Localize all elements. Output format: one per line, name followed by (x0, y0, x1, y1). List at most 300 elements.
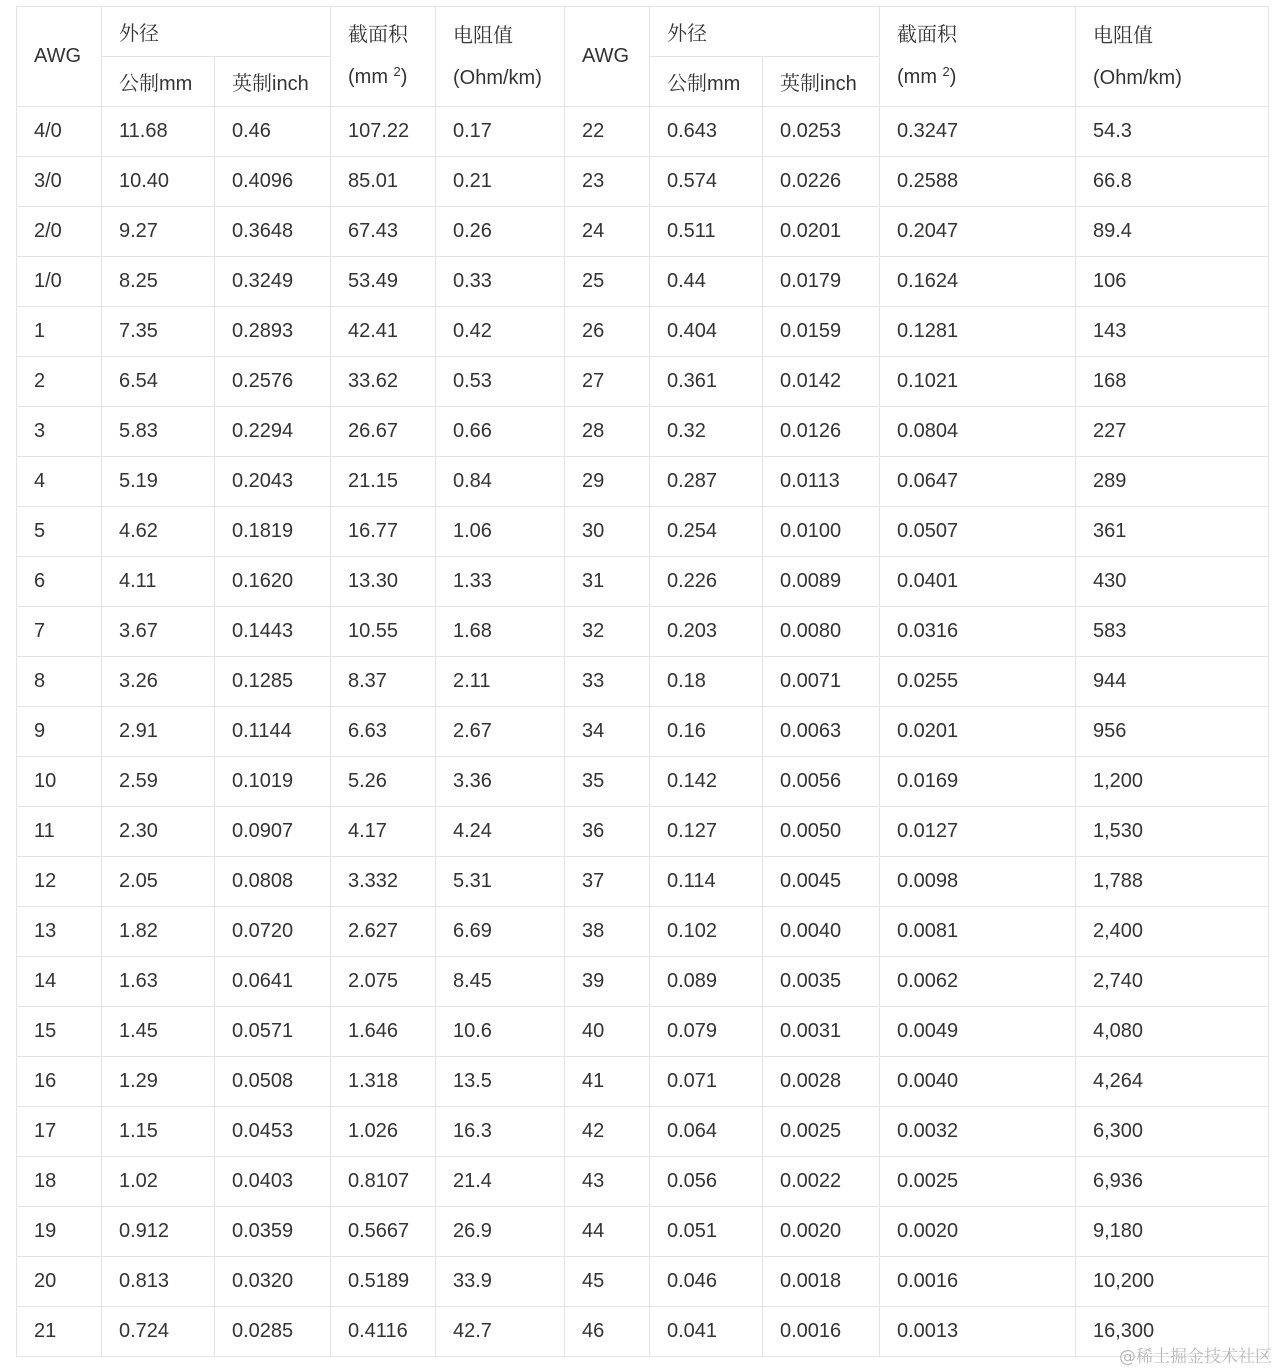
cell-right-imperial-inch: 0.0113 (763, 457, 880, 507)
cell-right-imperial-inch: 0.0016 (763, 1307, 880, 1357)
header-metric-left: 公制mm (102, 57, 215, 107)
cell-right-metric-mm: 0.404 (650, 307, 763, 357)
cell-left-metric-mm: 0.813 (102, 1257, 215, 1307)
table-row (17, 1257, 1269, 1307)
resistance-label: 电阻值 (453, 24, 513, 47)
cell-left-awg: 4/0 (17, 107, 102, 157)
cell-left-cross-section: 85.01 (331, 157, 436, 207)
cell-left-awg: 2/0 (17, 207, 102, 257)
cell-left-imperial-inch: 0.2893 (215, 307, 331, 357)
cell-right-resistance: 4,080 (1076, 1007, 1269, 1057)
cell-left-cross-section: 107.22 (331, 107, 436, 157)
cell-left-resistance: 26.9 (436, 1207, 565, 1257)
cell-right-resistance: 361 (1076, 507, 1269, 557)
cell-right-resistance: 106 (1076, 257, 1269, 307)
cell-left-resistance: 2.11 (436, 657, 565, 707)
cell-left-awg: 16 (17, 1057, 102, 1107)
cell-left-metric-mm: 0.724 (102, 1307, 215, 1357)
cell-right-metric-mm: 0.089 (650, 957, 763, 1007)
cell-left-resistance: 5.31 (436, 857, 565, 907)
cell-left-cross-section: 21.15 (331, 457, 436, 507)
cell-left-imperial-inch: 0.0403 (215, 1157, 331, 1207)
cell-left-resistance: 0.17 (436, 107, 565, 157)
watermark: @稀土掘金技术社区 (1119, 1347, 1272, 1367)
cell-right-awg: 35 (565, 757, 650, 807)
table-row (17, 1107, 1269, 1157)
table-body (17, 107, 1269, 1357)
cell-left-imperial-inch: 0.0508 (215, 1057, 331, 1107)
header-cross-section-right (880, 7, 1076, 107)
cell-left-awg: 13 (17, 907, 102, 957)
cell-left-resistance: 8.45 (436, 957, 565, 1007)
cell-left-imperial-inch: 0.0571 (215, 1007, 331, 1057)
cell-left-imperial-inch: 0.1144 (215, 707, 331, 757)
cell-left-resistance: 3.36 (436, 757, 565, 807)
cell-left-resistance: 16.3 (436, 1107, 565, 1157)
cell-left-imperial-inch: 0.2294 (215, 407, 331, 457)
cell-right-resistance: 54.3 (1076, 107, 1269, 157)
cell-left-metric-mm: 1.15 (102, 1107, 215, 1157)
table-row (17, 607, 1269, 657)
cell-right-awg: 37 (565, 857, 650, 907)
cell-left-cross-section: 53.49 (331, 257, 436, 307)
cell-left-cross-section: 4.17 (331, 807, 436, 857)
cell-right-imperial-inch: 0.0100 (763, 507, 880, 557)
cell-left-cross-section: 6.63 (331, 707, 436, 757)
cell-right-metric-mm: 0.127 (650, 807, 763, 857)
cell-left-metric-mm: 3.26 (102, 657, 215, 707)
cell-right-imperial-inch: 0.0020 (763, 1207, 880, 1257)
cell-right-metric-mm: 0.114 (650, 857, 763, 907)
cell-left-metric-mm: 1.45 (102, 1007, 215, 1057)
header-outer-diameter-left: 外径 (102, 7, 331, 57)
cell-right-resistance: 66.8 (1076, 157, 1269, 207)
cell-left-metric-mm: 3.67 (102, 607, 215, 657)
cell-left-resistance: 21.4 (436, 1157, 565, 1207)
header-resistance-left (436, 7, 565, 107)
cell-left-metric-mm: 9.27 (102, 207, 215, 257)
cell-left-metric-mm: 2.05 (102, 857, 215, 907)
cell-right-cross-section: 0.0316 (880, 607, 1076, 657)
cell-left-metric-mm: 10.40 (102, 157, 215, 207)
cell-left-resistance: 0.53 (436, 357, 565, 407)
cell-left-awg: 2 (17, 357, 102, 407)
cell-right-cross-section: 0.0201 (880, 707, 1076, 757)
cell-right-cross-section: 0.2047 (880, 207, 1076, 257)
cell-left-imperial-inch: 0.0808 (215, 857, 331, 907)
cell-left-metric-mm: 8.25 (102, 257, 215, 307)
cross-section-label: 截面积 (348, 23, 408, 46)
cell-right-imperial-inch: 0.0040 (763, 907, 880, 957)
cell-right-metric-mm: 0.226 (650, 557, 763, 607)
table-row (17, 1157, 1269, 1207)
awg-table-container (16, 6, 1269, 1357)
cell-left-resistance: 1.33 (436, 557, 565, 607)
header-imperial-right: 英制inch (763, 57, 880, 107)
cell-right-awg: 31 (565, 557, 650, 607)
cell-left-imperial-inch: 0.4096 (215, 157, 331, 207)
cell-left-metric-mm: 11.68 (102, 107, 215, 157)
cell-right-resistance: 1,200 (1076, 757, 1269, 807)
cell-right-awg: 33 (565, 657, 650, 707)
cell-left-imperial-inch: 0.0359 (215, 1207, 331, 1257)
cell-right-resistance: 6,936 (1076, 1157, 1269, 1207)
cell-right-cross-section: 0.0032 (880, 1107, 1076, 1157)
cell-left-awg: 7 (17, 607, 102, 657)
cell-left-resistance: 0.33 (436, 257, 565, 307)
cell-right-resistance: 168 (1076, 357, 1269, 407)
cell-left-cross-section: 0.4116 (331, 1307, 436, 1357)
cell-right-metric-mm: 0.041 (650, 1307, 763, 1357)
cell-right-imperial-inch: 0.0025 (763, 1107, 880, 1157)
cell-left-cross-section: 10.55 (331, 607, 436, 657)
cell-left-resistance: 10.6 (436, 1007, 565, 1057)
cell-right-cross-section: 0.0127 (880, 807, 1076, 857)
cell-right-imperial-inch: 0.0022 (763, 1157, 880, 1207)
cell-right-resistance: 583 (1076, 607, 1269, 657)
table-row (17, 1057, 1269, 1107)
cell-right-metric-mm: 0.361 (650, 357, 763, 407)
table-row (17, 357, 1269, 407)
cell-right-metric-mm: 0.203 (650, 607, 763, 657)
cell-right-imperial-inch: 0.0089 (763, 557, 880, 607)
cell-right-resistance: 89.4 (1076, 207, 1269, 257)
cell-left-awg: 1/0 (17, 257, 102, 307)
cell-right-cross-section: 0.0062 (880, 957, 1076, 1007)
cell-left-cross-section: 1.646 (331, 1007, 436, 1057)
cell-left-cross-section: 1.318 (331, 1057, 436, 1107)
cell-left-awg: 5 (17, 507, 102, 557)
cell-left-metric-mm: 0.912 (102, 1207, 215, 1257)
cell-right-cross-section: 0.3247 (880, 107, 1076, 157)
resistance-unit: (Ohm/km) (453, 66, 542, 89)
cell-left-imperial-inch: 0.0453 (215, 1107, 331, 1157)
table-row (17, 957, 1269, 1007)
cell-right-metric-mm: 0.071 (650, 1057, 763, 1107)
cell-right-metric-mm: 0.056 (650, 1157, 763, 1207)
cell-right-cross-section: 0.0647 (880, 457, 1076, 507)
cell-right-metric-mm: 0.44 (650, 257, 763, 307)
cell-right-cross-section: 0.1021 (880, 357, 1076, 407)
cell-right-cross-section: 0.2588 (880, 157, 1076, 207)
cell-right-resistance: 430 (1076, 557, 1269, 607)
cell-left-imperial-inch: 0.3648 (215, 207, 331, 257)
cell-right-cross-section: 0.0020 (880, 1207, 1076, 1257)
cell-right-metric-mm: 0.574 (650, 157, 763, 207)
cell-left-imperial-inch: 0.1285 (215, 657, 331, 707)
cell-left-cross-section: 5.26 (331, 757, 436, 807)
cell-left-imperial-inch: 0.0720 (215, 907, 331, 957)
cell-right-awg: 25 (565, 257, 650, 307)
cell-right-cross-section: 0.0507 (880, 507, 1076, 557)
cell-right-awg: 30 (565, 507, 650, 557)
cell-left-metric-mm: 1.29 (102, 1057, 215, 1107)
cell-left-cross-section: 2.075 (331, 957, 436, 1007)
cell-right-resistance: 6,300 (1076, 1107, 1269, 1157)
cell-left-awg: 21 (17, 1307, 102, 1357)
cell-right-cross-section: 0.0040 (880, 1057, 1076, 1107)
cell-right-cross-section: 0.1281 (880, 307, 1076, 357)
header-resistance-right (1076, 7, 1269, 107)
cell-right-awg: 27 (565, 357, 650, 407)
cell-right-resistance: 944 (1076, 657, 1269, 707)
cell-right-imperial-inch: 0.0226 (763, 157, 880, 207)
cell-right-awg: 42 (565, 1107, 650, 1157)
cell-left-imperial-inch: 0.1443 (215, 607, 331, 657)
table-row (17, 157, 1269, 207)
table-row (17, 857, 1269, 907)
cell-left-imperial-inch: 0.1819 (215, 507, 331, 557)
cell-right-cross-section: 0.0081 (880, 907, 1076, 957)
cell-right-imperial-inch: 0.0056 (763, 757, 880, 807)
cross-section-unit: (mm $^2$) (897, 63, 957, 88)
cell-left-resistance: 0.66 (436, 407, 565, 457)
table-row (17, 657, 1269, 707)
cell-right-awg: 29 (565, 457, 650, 507)
cell-left-imperial-inch: 0.1019 (215, 757, 331, 807)
awg-wire-table (16, 6, 1269, 1357)
cell-right-resistance: 1,530 (1076, 807, 1269, 857)
cell-left-metric-mm: 7.35 (102, 307, 215, 357)
cell-left-awg: 3 (17, 407, 102, 457)
cell-right-awg: 24 (565, 207, 650, 257)
table-row (17, 107, 1269, 157)
cell-right-imperial-inch: 0.0201 (763, 207, 880, 257)
cell-right-imperial-inch: 0.0050 (763, 807, 880, 857)
cell-left-resistance: 13.5 (436, 1057, 565, 1107)
cell-right-awg: 26 (565, 307, 650, 357)
cell-left-metric-mm: 2.59 (102, 757, 215, 807)
cell-left-cross-section: 67.43 (331, 207, 436, 257)
cell-left-awg: 11 (17, 807, 102, 857)
cell-right-awg: 40 (565, 1007, 650, 1057)
cell-left-cross-section: 2.627 (331, 907, 436, 957)
cell-left-cross-section: 33.62 (331, 357, 436, 407)
cell-left-imperial-inch: 0.2043 (215, 457, 331, 507)
cell-right-imperial-inch: 0.0159 (763, 307, 880, 357)
cell-right-metric-mm: 0.051 (650, 1207, 763, 1257)
cell-right-imperial-inch: 0.0080 (763, 607, 880, 657)
cell-right-awg: 23 (565, 157, 650, 207)
cell-left-resistance: 4.24 (436, 807, 565, 857)
header-cross-section-left (331, 7, 436, 107)
cell-right-cross-section: 0.0169 (880, 757, 1076, 807)
cell-right-resistance: 9,180 (1076, 1207, 1269, 1257)
cell-right-metric-mm: 0.32 (650, 407, 763, 457)
cell-left-awg: 6 (17, 557, 102, 607)
cell-left-metric-mm: 5.83 (102, 407, 215, 457)
header-imperial-left: 英制inch (215, 57, 331, 107)
table-row (17, 1307, 1269, 1357)
cell-left-resistance: 1.06 (436, 507, 565, 557)
cell-right-metric-mm: 0.511 (650, 207, 763, 257)
table-row (17, 1207, 1269, 1257)
cell-left-imperial-inch: 0.0641 (215, 957, 331, 1007)
cell-left-awg: 9 (17, 707, 102, 757)
table-row (17, 307, 1269, 357)
cell-right-awg: 32 (565, 607, 650, 657)
table-row (17, 907, 1269, 957)
cell-left-cross-section: 0.8107 (331, 1157, 436, 1207)
cell-right-resistance: 16,300 (1076, 1307, 1269, 1357)
cell-right-awg: 39 (565, 957, 650, 1007)
table-row (17, 707, 1269, 757)
cell-right-awg: 43 (565, 1157, 650, 1207)
cell-left-imperial-inch: 0.0907 (215, 807, 331, 857)
cell-right-cross-section: 0.0025 (880, 1157, 1076, 1207)
cell-left-awg: 4 (17, 457, 102, 507)
table-row (17, 257, 1269, 307)
cell-right-resistance: 289 (1076, 457, 1269, 507)
table-row (17, 507, 1269, 557)
cell-right-cross-section: 0.0016 (880, 1257, 1076, 1307)
cell-left-imperial-inch: 0.46 (215, 107, 331, 157)
cell-left-resistance: 6.69 (436, 907, 565, 957)
cell-left-imperial-inch: 0.0320 (215, 1257, 331, 1307)
cell-left-metric-mm: 4.11 (102, 557, 215, 607)
cell-right-metric-mm: 0.102 (650, 907, 763, 957)
table-row (17, 457, 1269, 507)
cell-left-metric-mm: 2.30 (102, 807, 215, 857)
cell-right-imperial-inch: 0.0179 (763, 257, 880, 307)
cell-left-resistance: 0.21 (436, 157, 565, 207)
cell-left-awg: 20 (17, 1257, 102, 1307)
cell-left-awg: 3/0 (17, 157, 102, 207)
header-awg-right: AWG (565, 7, 650, 107)
cell-right-cross-section: 0.0401 (880, 557, 1076, 607)
cell-right-imperial-inch: 0.0063 (763, 707, 880, 757)
cell-right-cross-section: 0.1624 (880, 257, 1076, 307)
cell-left-cross-section: 8.37 (331, 657, 436, 707)
cell-left-awg: 12 (17, 857, 102, 907)
cell-right-imperial-inch: 0.0018 (763, 1257, 880, 1307)
cell-left-cross-section: 1.026 (331, 1107, 436, 1157)
table-row (17, 557, 1269, 607)
cell-right-imperial-inch: 0.0126 (763, 407, 880, 457)
cell-right-imperial-inch: 0.0142 (763, 357, 880, 407)
cell-right-resistance: 1,788 (1076, 857, 1269, 907)
cell-right-awg: 41 (565, 1057, 650, 1107)
cell-right-imperial-inch: 0.0253 (763, 107, 880, 157)
cell-left-resistance: 0.84 (436, 457, 565, 507)
cell-left-metric-mm: 2.91 (102, 707, 215, 757)
cell-right-awg: 44 (565, 1207, 650, 1257)
cell-right-resistance: 2,740 (1076, 957, 1269, 1007)
cell-right-cross-section: 0.0013 (880, 1307, 1076, 1357)
cell-right-awg: 22 (565, 107, 650, 157)
cell-right-awg: 45 (565, 1257, 650, 1307)
header-outer-diameter-right: 外径 (650, 7, 880, 57)
cell-right-imperial-inch: 0.0028 (763, 1057, 880, 1107)
cell-left-awg: 18 (17, 1157, 102, 1207)
cell-left-awg: 15 (17, 1007, 102, 1057)
cross-section-unit: (mm $^2$) (348, 63, 408, 88)
cell-left-metric-mm: 4.62 (102, 507, 215, 557)
table-row (17, 407, 1269, 457)
cell-right-metric-mm: 0.046 (650, 1257, 763, 1307)
cell-right-imperial-inch: 0.0031 (763, 1007, 880, 1057)
table-header (17, 7, 1269, 107)
resistance-unit: (Ohm/km) (1093, 66, 1182, 89)
cell-right-metric-mm: 0.18 (650, 657, 763, 707)
cell-right-resistance: 956 (1076, 707, 1269, 757)
header-metric-right: 公制mm (650, 57, 763, 107)
cell-left-metric-mm: 1.02 (102, 1157, 215, 1207)
cell-left-cross-section: 42.41 (331, 307, 436, 357)
cell-left-cross-section: 3.332 (331, 857, 436, 907)
cell-right-awg: 38 (565, 907, 650, 957)
cell-left-cross-section: 16.77 (331, 507, 436, 557)
resistance-label: 电阻值 (1093, 24, 1153, 47)
cell-left-imperial-inch: 0.0285 (215, 1307, 331, 1357)
cell-left-resistance: 1.68 (436, 607, 565, 657)
cell-right-imperial-inch: 0.0071 (763, 657, 880, 707)
table-row (17, 757, 1269, 807)
cell-right-metric-mm: 0.254 (650, 507, 763, 557)
cross-section-label: 截面积 (897, 23, 957, 46)
cell-right-imperial-inch: 0.0045 (763, 857, 880, 907)
cell-left-cross-section: 0.5189 (331, 1257, 436, 1307)
cell-right-awg: 46 (565, 1307, 650, 1357)
header-awg-left: AWG (17, 7, 102, 107)
cell-right-awg: 28 (565, 407, 650, 457)
cell-right-resistance: 2,400 (1076, 907, 1269, 957)
cell-left-resistance: 42.7 (436, 1307, 565, 1357)
cell-left-resistance: 2.67 (436, 707, 565, 757)
cell-left-imperial-inch: 0.1620 (215, 557, 331, 607)
cell-left-imperial-inch: 0.3249 (215, 257, 331, 307)
cell-right-resistance: 143 (1076, 307, 1269, 357)
cell-left-cross-section: 13.30 (331, 557, 436, 607)
cell-left-imperial-inch: 0.2576 (215, 357, 331, 407)
table-row (17, 1007, 1269, 1057)
cell-left-metric-mm: 6.54 (102, 357, 215, 407)
cell-left-awg: 1 (17, 307, 102, 357)
cell-right-metric-mm: 0.16 (650, 707, 763, 757)
cell-right-cross-section: 0.0098 (880, 857, 1076, 907)
cell-right-cross-section: 0.0804 (880, 407, 1076, 457)
cell-left-awg: 14 (17, 957, 102, 1007)
cell-left-resistance: 33.9 (436, 1257, 565, 1307)
cell-right-cross-section: 0.0049 (880, 1007, 1076, 1057)
cell-left-metric-mm: 1.82 (102, 907, 215, 957)
cell-left-resistance: 0.26 (436, 207, 565, 257)
cell-left-cross-section: 0.5667 (331, 1207, 436, 1257)
cell-right-metric-mm: 0.142 (650, 757, 763, 807)
cell-right-awg: 36 (565, 807, 650, 857)
table-row (17, 207, 1269, 257)
cell-right-cross-section: 0.0255 (880, 657, 1076, 707)
cell-left-awg: 10 (17, 757, 102, 807)
cell-right-resistance: 10,200 (1076, 1257, 1269, 1307)
cell-right-metric-mm: 0.643 (650, 107, 763, 157)
cell-right-metric-mm: 0.287 (650, 457, 763, 507)
cell-right-metric-mm: 0.079 (650, 1007, 763, 1057)
cell-right-resistance: 4,264 (1076, 1057, 1269, 1107)
cell-right-awg: 34 (565, 707, 650, 757)
cell-left-awg: 19 (17, 1207, 102, 1257)
cell-left-metric-mm: 1.63 (102, 957, 215, 1007)
cell-left-awg: 8 (17, 657, 102, 707)
cell-left-resistance: 0.42 (436, 307, 565, 357)
cell-right-imperial-inch: 0.0035 (763, 957, 880, 1007)
cell-left-awg: 17 (17, 1107, 102, 1157)
cell-left-metric-mm: 5.19 (102, 457, 215, 507)
table-row (17, 807, 1269, 857)
cell-right-metric-mm: 0.064 (650, 1107, 763, 1157)
cell-left-cross-section: 26.67 (331, 407, 436, 457)
cell-right-resistance: 227 (1076, 407, 1269, 457)
